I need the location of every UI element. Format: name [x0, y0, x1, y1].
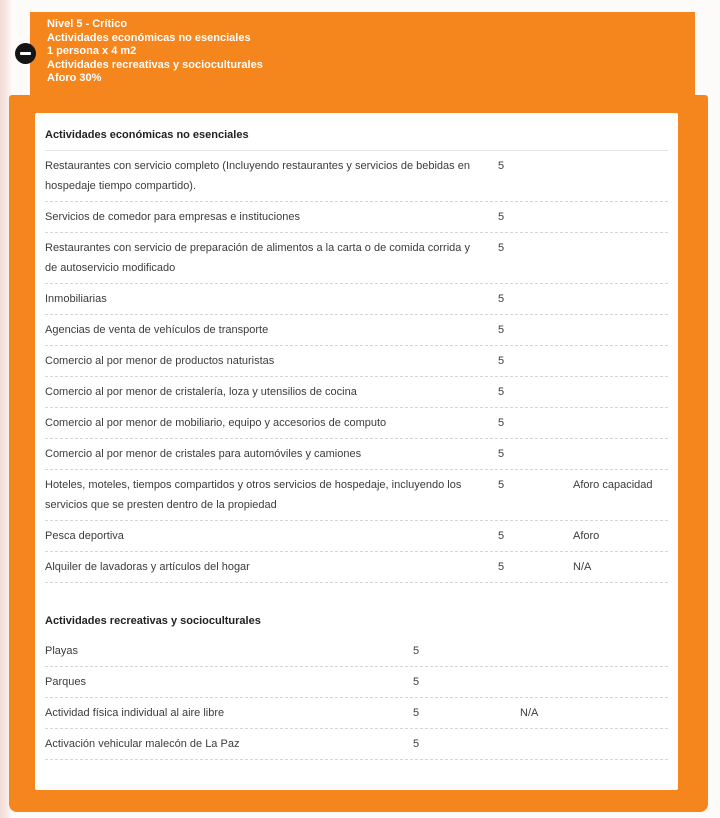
table-row — [45, 408, 668, 439]
activity-level-value: 5 — [498, 324, 505, 336]
activity-name: Restaurantes con servicio completo (Incluyendo restaurantes y servicios de bebidas en hospedaje tiempo compartido). — [45, 160, 470, 192]
activities-card — [35, 113, 678, 790]
activity-level-value: 5 — [498, 355, 505, 367]
table-row — [45, 439, 668, 470]
table-row — [45, 521, 668, 552]
activity-level-value: 5 — [498, 386, 505, 398]
table-row — [45, 667, 668, 698]
table-row — [45, 470, 668, 521]
table-row — [45, 698, 668, 729]
activity-name: Playas — [45, 645, 79, 657]
activity-name: Alquiler de lavadoras y artículos del hogar — [45, 561, 250, 573]
activity-level-value: 5 — [498, 479, 505, 491]
table-row — [45, 202, 668, 233]
activity-name: Restaurantes con servicio de preparación de alimentos a la carta o de comida corrida y de autoservicio modificado — [45, 242, 470, 274]
level-panel — [9, 95, 708, 812]
section-title: Actividades económicas no esenciales — [45, 115, 668, 151]
activity-level-value: 5 — [498, 293, 505, 305]
minus-circle-icon[interactable] — [15, 43, 36, 64]
banner-recreational-activities: Actividades recreativas y socioculturales — [47, 58, 263, 71]
activity-level-value: 5 — [413, 645, 420, 657]
activity-name: Inmobiliarias — [45, 293, 107, 305]
table-row — [45, 552, 668, 583]
activity-level-value: 5 — [413, 707, 420, 719]
activity-level-value: 5 — [498, 417, 505, 429]
activity-name: Hoteles, moteles, tiempos compartidos y otros servicios de hospedaje, incluyendo los servicios que se presten dentro de la propiedad — [45, 479, 462, 511]
activity-level-value: 5 — [498, 530, 505, 542]
activity-name: Parques — [45, 676, 86, 688]
table-row — [45, 315, 668, 346]
activity-note: N/A — [520, 707, 539, 719]
table-row — [45, 636, 668, 667]
activity-note: N/A — [573, 561, 592, 573]
banner-level: Nivel 5 - Crítico — [47, 18, 128, 30]
section-title: Actividades recreativas y socioculturales — [45, 615, 261, 627]
activity-name: Pesca deportiva — [45, 530, 124, 542]
activity-name: Comercio al por menor de cristalería, loza y utensilios de cocina — [45, 386, 357, 398]
banner-economic-activities: Actividades económicas no esenciales — [47, 31, 251, 44]
activity-section — [45, 115, 668, 583]
activity-name: Comercio al por menor de mobiliario, equipo y accesorios de computo — [45, 417, 387, 429]
table-row — [45, 151, 668, 202]
activity-level-value: 5 — [498, 242, 505, 254]
activity-level-value: 5 — [413, 738, 420, 750]
activity-name: Actividad física individual al aire libre — [45, 707, 225, 719]
activity-name: Comercio al por menor de cristales para automóviles y camiones — [45, 448, 362, 460]
level-banner[interactable] — [30, 12, 695, 98]
activity-level-value: 5 — [498, 160, 505, 172]
activity-name: Activación vehicular malecón de La Paz — [45, 738, 240, 750]
activity-name: Agencias de venta de vehículos de transporte — [45, 324, 269, 336]
table-row — [45, 233, 668, 284]
activity-name: Servicios de comedor para empresas e instituciones — [45, 211, 300, 223]
activity-level-value: 5 — [413, 676, 420, 688]
table-row — [45, 377, 668, 408]
activity-section — [45, 601, 668, 760]
activity-level-value: 5 — [498, 561, 505, 573]
table-row — [45, 729, 668, 760]
activity-level-value: 5 — [498, 448, 505, 460]
banner-person-density: 1 persona x 4 m2 — [47, 45, 137, 57]
activity-note: Aforo — [573, 530, 600, 542]
table-row — [45, 346, 668, 377]
banner-capacity: Aforo 30% — [47, 72, 102, 84]
section-rows — [45, 151, 668, 583]
activity-note: Aforo capacidad — [573, 479, 653, 491]
activity-name: Comercio al por menor de productos naturistas — [45, 355, 275, 367]
activity-level-value: 5 — [498, 211, 505, 223]
section-rows — [45, 636, 668, 760]
table-row — [45, 284, 668, 315]
